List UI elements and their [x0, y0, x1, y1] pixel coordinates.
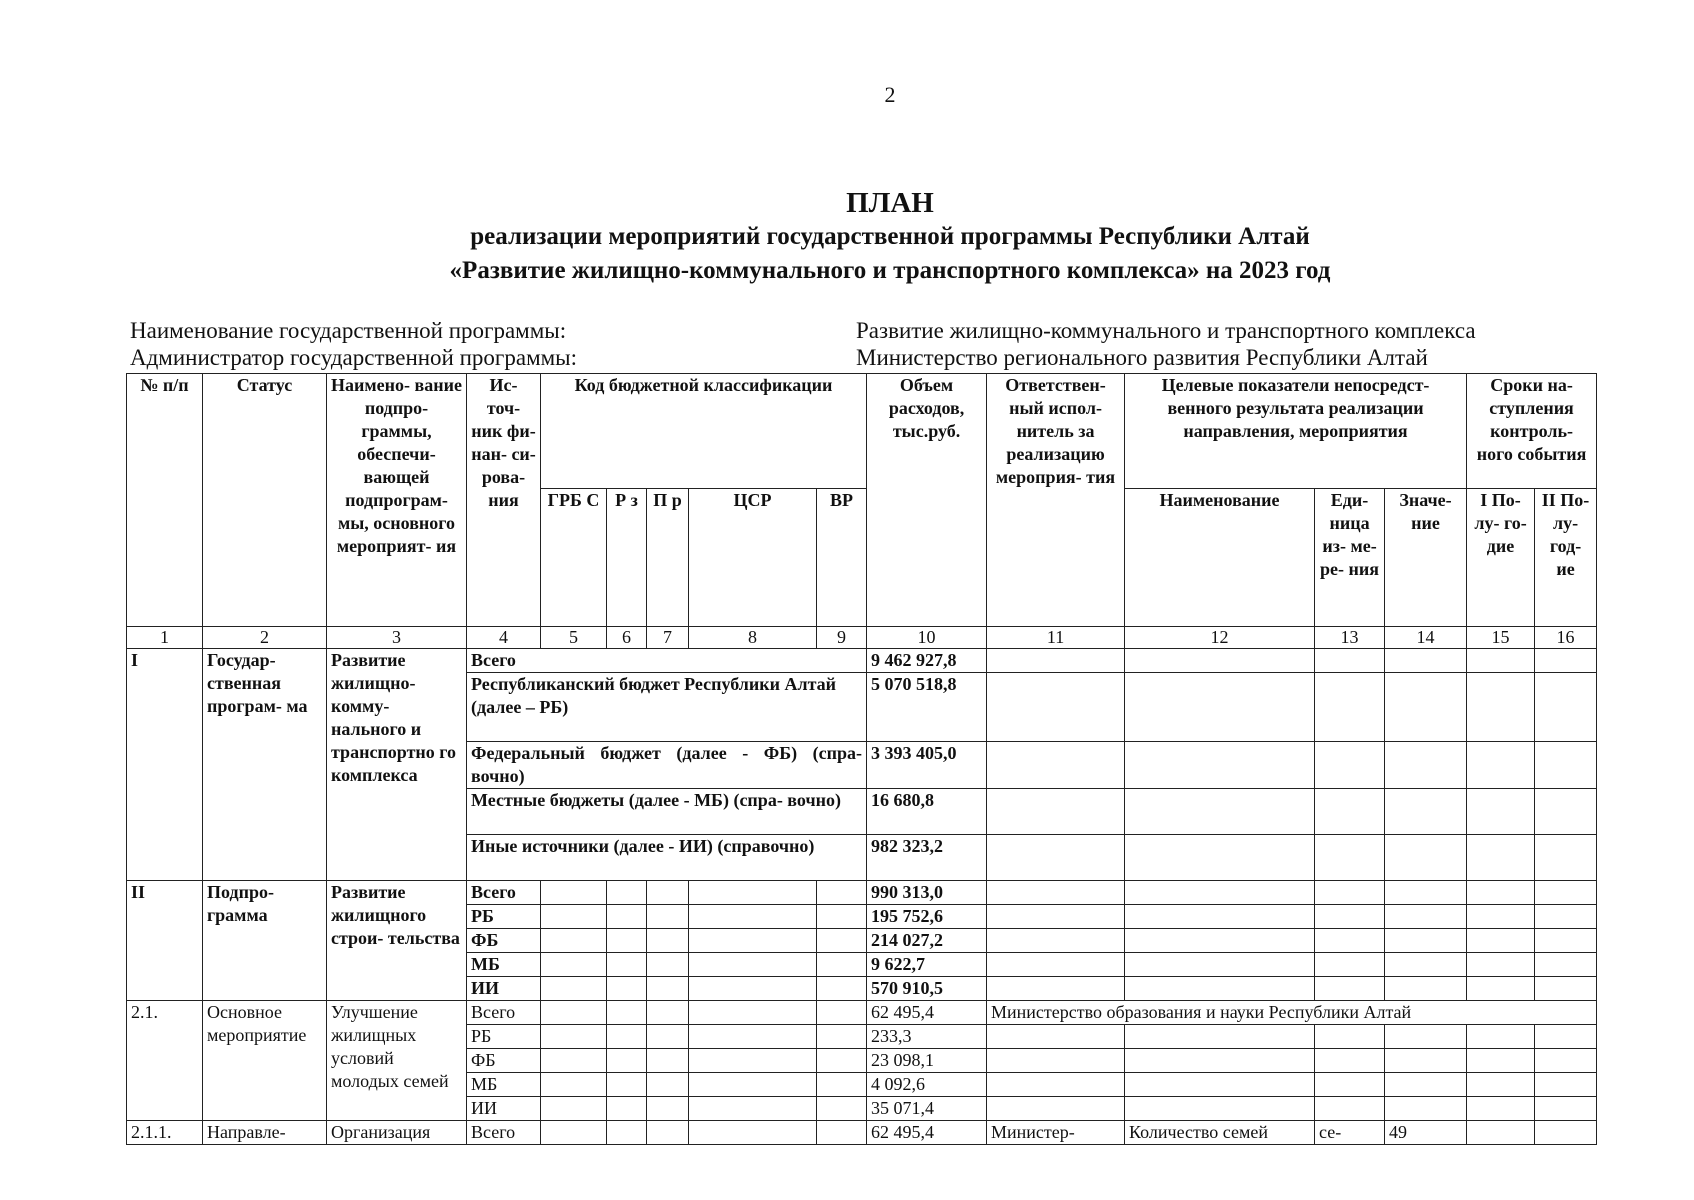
header-targets: Целевые показатели непосредст- венного результата реализации направления, мероприятия [1125, 374, 1467, 489]
source-cell: МБ [467, 1073, 541, 1097]
amount-cell: 214 027,2 [867, 929, 987, 953]
row-status: Государ- ственная програм- ма [203, 649, 327, 881]
header-half-2: II По- лу- год- ие [1535, 489, 1597, 627]
amount-cell: 16 680,8 [867, 789, 987, 835]
col-num-8: 8 [689, 627, 817, 649]
row-num: II [127, 881, 203, 1001]
responsible-cell: Министерство образования и науки Республики Алтай [987, 1001, 1597, 1025]
header-value: Значе- ние [1385, 489, 1467, 627]
amount-cell: 9 622,7 [867, 953, 987, 977]
source-cell: РБ [467, 1025, 541, 1049]
source-cell: ФБ [467, 929, 541, 953]
header-target-name: Наименование [1125, 489, 1315, 627]
row-status: Основное мероприятие [203, 1001, 327, 1121]
row-status: Направле- [203, 1121, 327, 1145]
amount-cell: 62 495,4 [867, 1001, 987, 1025]
source-cell: ФБ [467, 1049, 541, 1073]
source-cell: Всего [467, 1121, 541, 1145]
header-vr: ВР [817, 489, 867, 627]
header-kbk: Код бюджетной классификации [541, 374, 867, 489]
amount-cell: 990 313,0 [867, 881, 987, 905]
program-label: Наименование государственной программы: [130, 318, 567, 343]
title-line-1: ПЛАН [846, 187, 934, 219]
source-cell: Федеральный бюджет (далее - ФБ) (спра- вочно) [467, 742, 867, 789]
amount-cell: 9 462 927,8 [867, 649, 987, 673]
page-number: 2 [884, 82, 896, 107]
header-deadlines: Сроки на- ступления контроль- ного события [1467, 374, 1597, 489]
title-line-2: реализации мероприятий государственной программы Республики Алтай [470, 223, 1310, 250]
table-row [127, 1121, 1597, 1145]
amount-cell: 4 092,6 [867, 1073, 987, 1097]
title-line-3: «Развитие жилищно-коммунального и транспортного комплекса» на 2023 год [449, 257, 1331, 284]
col-num-16: 16 [1535, 627, 1597, 649]
header-num: № п/п [127, 374, 203, 627]
col-num-4: 4 [467, 627, 541, 649]
row-num: 2.1. [127, 1001, 203, 1121]
amount-cell: 195 752,6 [867, 905, 987, 929]
plan-table [126, 373, 1597, 1145]
col-num-3: 3 [327, 627, 467, 649]
header-name: Наимено- вание подпро- граммы, обеспечи- вающей подпрограм- мы, основного мероприят- ия [327, 374, 467, 627]
header-row-1 [127, 374, 1597, 489]
col-num-2: 2 [203, 627, 327, 649]
amount-cell: 35 071,4 [867, 1097, 987, 1121]
responsible-cell: Министер- [987, 1121, 1125, 1145]
row-num: I [127, 649, 203, 881]
source-cell: РБ [467, 905, 541, 929]
table-row [127, 649, 1597, 673]
table-row [127, 881, 1597, 905]
header-status: Статус [203, 374, 327, 627]
col-num-13: 13 [1315, 627, 1385, 649]
value-cell: 49 [1385, 1121, 1467, 1145]
header-responsible: Ответствен- ный испол- нитель за реализацию мероприя- тия [987, 374, 1125, 627]
col-num-15: 15 [1467, 627, 1535, 649]
col-num-10: 10 [867, 627, 987, 649]
col-num-14: 14 [1385, 627, 1467, 649]
amount-cell: 982 323,2 [867, 835, 987, 881]
header-source: Ис- точ- ник фи- нан- си- рова- ния [467, 374, 541, 627]
admin-label: Администратор государственной программы: [130, 345, 578, 370]
program-value: Развитие жилищно-коммунального и транспортного комплекса [856, 318, 1476, 343]
source-cell: Всего [467, 649, 867, 673]
source-cell: ИИ [467, 1097, 541, 1121]
col-num-11: 11 [987, 627, 1125, 649]
header-grbs: ГРБ С [541, 489, 607, 627]
target-name-cell: Количество семей [1125, 1121, 1315, 1145]
row-name: Организация [327, 1121, 467, 1145]
source-cell: МБ [467, 953, 541, 977]
amount-cell: 570 910,5 [867, 977, 987, 1001]
source-cell: Республиканский бюджет Республики Алтай (далее – РБ) [467, 673, 867, 742]
col-num-7: 7 [647, 627, 689, 649]
amount-cell: 5 070 518,8 [867, 673, 987, 742]
col-num-5: 5 [541, 627, 607, 649]
source-cell: Местные бюджеты (далее - МБ) (спра- вочно) [467, 789, 867, 835]
source-cell: Иные источники (далее - ИИ) (справочно) [467, 835, 867, 881]
admin-value: Министерство регионального развития Республики Алтай [856, 345, 1428, 370]
header-volume: Объем расходов, тыс.руб. [867, 374, 987, 627]
header-half-1: I По- лу- го- дие [1467, 489, 1535, 627]
source-cell: ИИ [467, 977, 541, 1001]
amount-cell: 62 495,4 [867, 1121, 987, 1145]
column-number-row [127, 627, 1597, 649]
table-row [127, 1001, 1597, 1025]
amount-cell: 23 098,1 [867, 1049, 987, 1073]
source-cell: Всего [467, 1001, 541, 1025]
amount-cell: 3 393 405,0 [867, 742, 987, 789]
col-num-1: 1 [127, 627, 203, 649]
header-unit: Еди- ница из- ме- ре- ния [1315, 489, 1385, 627]
header-csr: ЦСР [689, 489, 817, 627]
col-num-12: 12 [1125, 627, 1315, 649]
document-title [300, 186, 1480, 288]
row-status: Подпро- грамма [203, 881, 327, 1001]
row-name: Развитие жилищно- комму- нального и транспортно го комплекса [327, 649, 467, 881]
row-name: Улучшение жилищных условий молодых семей [327, 1001, 467, 1121]
row-name: Развитие жилищного строи- тельства [327, 881, 467, 1001]
unit-cell: се- [1315, 1121, 1385, 1145]
amount-cell: 233,3 [867, 1025, 987, 1049]
source-cell: Всего [467, 881, 541, 905]
row-num: 2.1.1. [127, 1121, 203, 1145]
header-rz: Р з [607, 489, 647, 627]
header-pr: П р [647, 489, 689, 627]
col-num-6: 6 [607, 627, 647, 649]
col-num-9: 9 [817, 627, 867, 649]
